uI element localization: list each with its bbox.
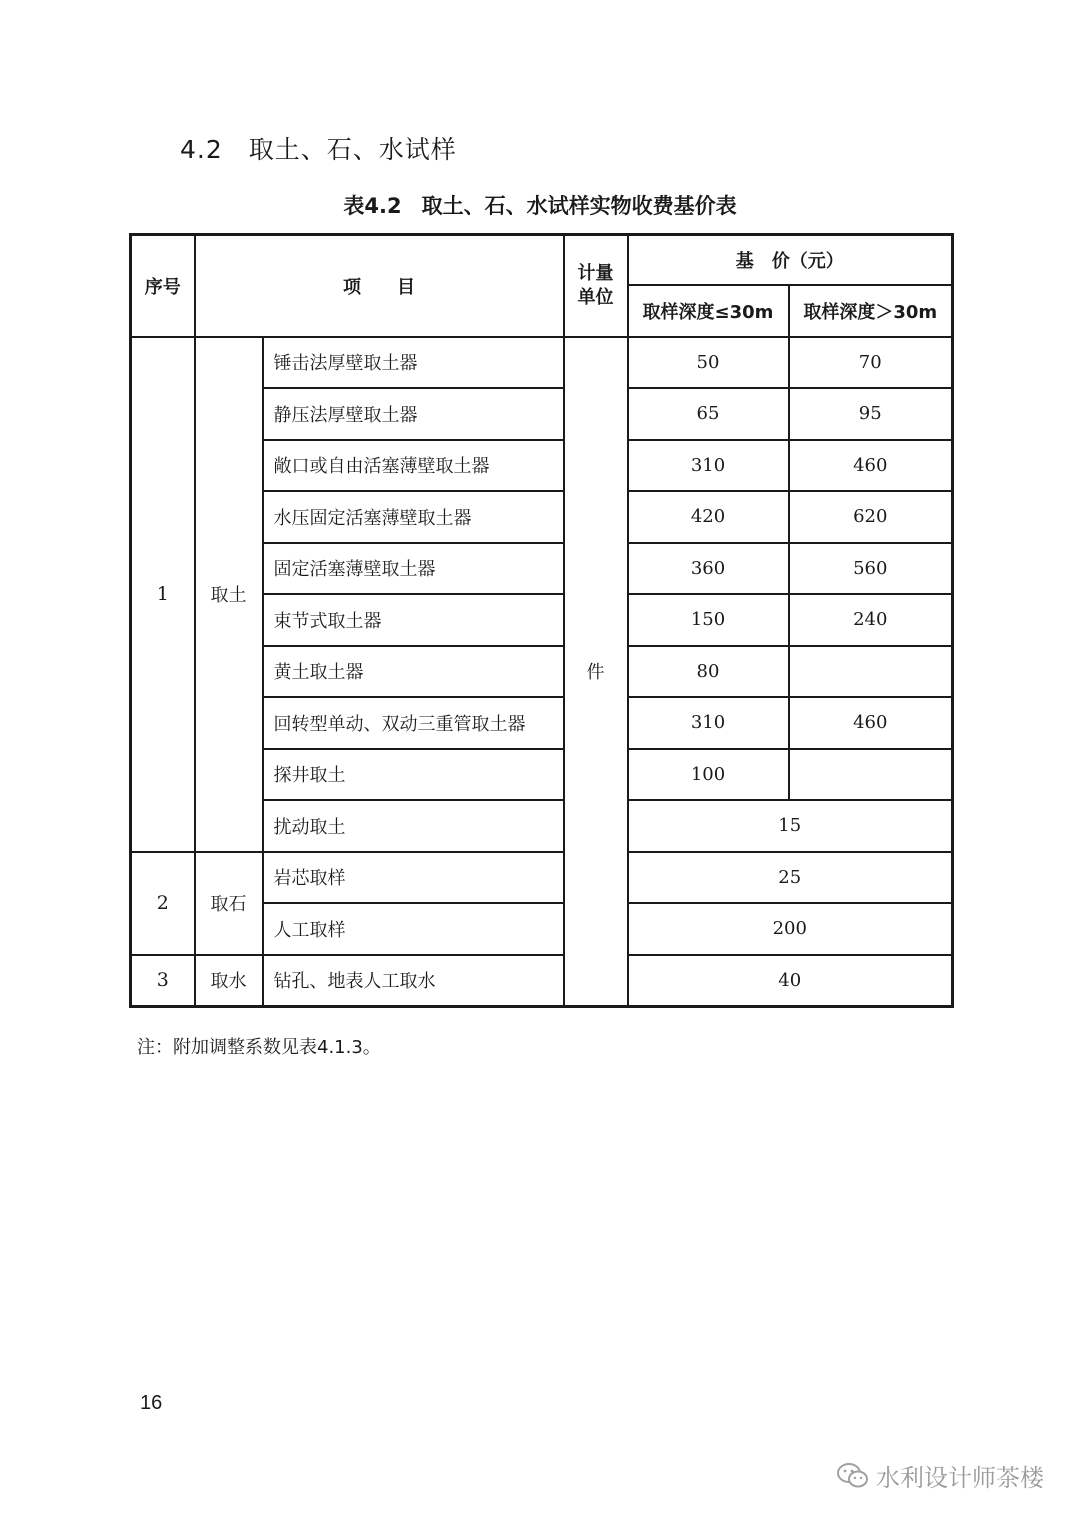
price-merged-cell: 40 xyxy=(628,955,953,1007)
seq-cell: 3 xyxy=(131,955,195,1007)
item-cell: 黄土取土器 xyxy=(263,646,564,698)
price-gt30-cell: 240 xyxy=(789,594,953,646)
unit-cell: 件 xyxy=(564,337,628,1007)
header-unit-line1: 计量 xyxy=(577,262,614,284)
category-cell: 取石 xyxy=(195,852,263,955)
price-gt30-cell: 620 xyxy=(789,491,953,543)
item-cell: 扰动取土 xyxy=(263,800,564,852)
seq-cell: 1 xyxy=(131,337,195,852)
table-heading: 取土、石、水试样实物收费基价表 xyxy=(421,194,737,218)
price-merged-cell: 25 xyxy=(628,852,953,904)
item-cell: 静压法厚壁取土器 xyxy=(263,388,564,440)
wechat-icon xyxy=(836,1462,870,1490)
item-cell: 锤击法厚壁取土器 xyxy=(263,337,564,389)
item-cell: 人工取样 xyxy=(263,903,564,955)
section-title xyxy=(180,130,457,166)
price-le30-cell: 50 xyxy=(628,337,789,389)
price-gt30-cell: 560 xyxy=(789,543,953,595)
category-cell: 取土 xyxy=(195,337,263,852)
item-cell: 水压固定活塞薄壁取土器 xyxy=(263,491,564,543)
price-le30-cell: 80 xyxy=(628,646,789,698)
item-cell: 回转型单动、双动三重管取土器 xyxy=(263,697,564,749)
section-number: 4.2 xyxy=(180,135,223,164)
price-gt30-cell: 70 xyxy=(789,337,953,389)
header-seq: 序号 xyxy=(131,235,195,337)
price-gt30-cell: 460 xyxy=(789,697,953,749)
item-cell: 固定活塞薄壁取土器 xyxy=(263,543,564,595)
item-cell: 岩芯取样 xyxy=(263,852,564,904)
table-title xyxy=(0,190,1080,220)
price-gt30-cell: 95 xyxy=(789,388,953,440)
header-depth-gt30: 取样深度＞30m xyxy=(789,285,953,337)
header-row xyxy=(131,235,953,285)
watermark-text: 水利设计师茶楼 xyxy=(876,1464,1044,1492)
price-le30-cell: 310 xyxy=(628,440,789,492)
price-gt30-cell xyxy=(789,646,953,698)
price-le30-cell: 65 xyxy=(628,388,789,440)
table-number: 表4.2 xyxy=(343,194,402,218)
header-unit xyxy=(564,235,628,337)
price-merged-cell: 200 xyxy=(628,903,953,955)
item-cell: 束节式取土器 xyxy=(263,594,564,646)
price-table xyxy=(129,233,954,1008)
price-le30-cell: 420 xyxy=(628,491,789,543)
section-heading: 取土、石、水试样 xyxy=(248,135,457,164)
watermark xyxy=(836,1458,1044,1493)
item-cell: 探井取土 xyxy=(263,749,564,801)
page-number: 16 xyxy=(140,1392,163,1414)
price-gt30-cell: 460 xyxy=(789,440,953,492)
header-depth-le30: 取样深度≤30m xyxy=(628,285,789,337)
table-note: 注：附加调整系数见表4.1.3。 xyxy=(137,1037,381,1058)
header-price: 基 价（元） xyxy=(628,235,953,285)
header-item: 项 目 xyxy=(195,235,564,337)
price-le30-cell: 360 xyxy=(628,543,789,595)
seq-cell: 2 xyxy=(131,852,195,955)
price-le30-cell: 150 xyxy=(628,594,789,646)
table-row xyxy=(131,337,953,389)
item-cell: 钻孔、地表人工取水 xyxy=(263,955,564,1007)
header-unit-line2: 单位 xyxy=(577,286,614,308)
category-cell: 取水 xyxy=(195,955,263,1007)
price-le30-cell: 100 xyxy=(628,749,789,801)
price-gt30-cell xyxy=(789,749,953,801)
item-cell: 敞口或自由活塞薄壁取土器 xyxy=(263,440,564,492)
table-row xyxy=(131,852,953,904)
table-row xyxy=(131,955,953,1007)
price-le30-cell: 310 xyxy=(628,697,789,749)
price-merged-cell: 15 xyxy=(628,800,953,852)
